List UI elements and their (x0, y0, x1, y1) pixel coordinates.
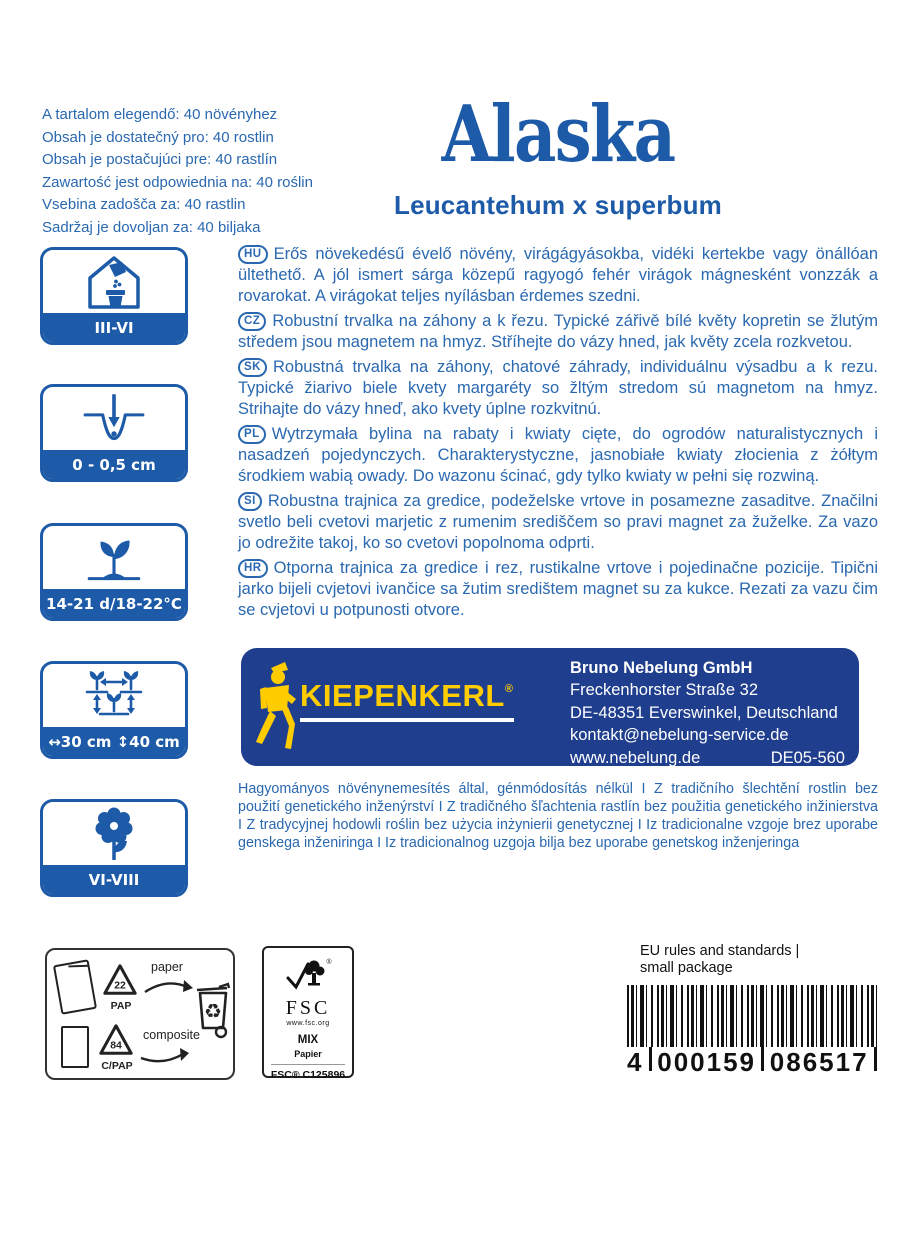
header (238, 89, 878, 221)
description-text: Erős növekedésű évelő növény, virágágyásokba, vidéki kertekbe vagy önállóan ültethető. A jól ismert sárga közepű ragyogó fehér virágok mágnesként vonzzák a rovarokat. A virágokat teljes nyílásban érdemes szedni. (238, 245, 878, 305)
brand-box (241, 648, 859, 766)
quantity-line: A tartalom elegendő: 40 növényhez (42, 106, 278, 123)
waste-bin-icon (193, 978, 233, 1045)
pap-label: PAP (110, 1000, 132, 1012)
quantity-line: Obsah je postačujúci pre: 40 rastlín (42, 151, 278, 169)
language-badge: CZ (238, 312, 266, 331)
descriptions (238, 244, 878, 625)
barcode-guard (649, 1047, 652, 1071)
flowering-label: VI-VIII (43, 865, 185, 894)
product-code: DE05-560 (770, 748, 845, 767)
composite-arrow-icon (139, 1044, 191, 1071)
description-hr (238, 558, 878, 621)
website: www.nebelung.de (570, 748, 701, 767)
fsc-url: www.fsc.org (286, 1020, 330, 1027)
spec-box-sowing-depth (40, 384, 188, 482)
quantity-line: Vsebina zadošča za: 40 rastlin (42, 196, 246, 214)
language-badge: SK (238, 358, 267, 377)
fsc-grade: MIX (297, 1034, 319, 1046)
svg-text:84: 84 (110, 1040, 122, 1052)
description-text: Robustná trvalka na záhony, chatové záhrady, individuálnu výsadbu a k rezu. Typické žiarivo biele kvety margaréty so žltým stredom sú magnetom na hmyz. Strihajte do vázy hneď, ako kvety úplne rozkvitnú. (238, 358, 878, 418)
language-badge: HR (238, 559, 268, 578)
indoor-sowing-icon (43, 250, 185, 313)
language-badge: PL (238, 425, 266, 444)
quantity-line: Obsah je dostatečný pro: 40 rostlin (42, 128, 274, 146)
brand-address (570, 657, 845, 769)
species-name: Leucantehum x superbum (393, 190, 723, 220)
sowing-period-label: III-VI (43, 313, 185, 342)
barcode-bars (627, 985, 877, 1047)
logo-underline (300, 718, 514, 722)
barcode-digit-group: 000159 (657, 1047, 757, 1077)
cpap-recycling-triangle-icon (97, 1022, 137, 1072)
description-si (238, 491, 878, 554)
eu-note-line1: EU rules and standards | (640, 943, 800, 959)
inner-bag-icon (61, 1026, 89, 1068)
spec-box-germination (40, 523, 188, 621)
kiepenkerl-logo: KIEPENKERL® (300, 678, 514, 713)
envelope-icon (53, 959, 97, 1014)
description-text: Robustna trajnica za gredice, podeželske vrtove in posamezne zasaditve. Značilni svetlo beli cvetovi marjetic z rumenim središčem so pravi magnet za žuželke. Za vazo jo odrežite takoj, ko so cvetovi popolnoma odprti. (238, 492, 878, 552)
fsc-license: FSC® C125896 (270, 1069, 346, 1081)
language-badge: HU (238, 245, 268, 264)
description-text: Otporna trajnica za gredice i rez, rustikalne vrtove i pojedinačne pozicije. Tipični jarko bijeli cvjetovi ivančice sa žutim središtem magnet su za kukce. Rezati za vazu čim se cvjetovi u potpunosti otvore. (238, 559, 878, 619)
plant-spacing-icon (43, 664, 185, 727)
germination-label: 14-21 d/18-22°C (43, 589, 185, 618)
pap-recycling-triangle-icon (101, 962, 141, 1012)
cpap-label: C/PAP (101, 1060, 133, 1072)
eu-note-line2: small package (640, 960, 733, 976)
paper-arrow-icon (143, 976, 195, 1003)
svg-text:®: ® (326, 959, 332, 966)
description-cz (238, 311, 878, 353)
language-badge: SI (238, 492, 262, 511)
flowering-period-icon (43, 802, 185, 865)
fsc-tree-icon (264, 956, 352, 999)
description-sk (238, 357, 878, 420)
quantity-line: Zawartość jest odpowiednia na: 40 roślin (42, 173, 313, 191)
spec-box-spacing (40, 661, 188, 759)
barcode-number (627, 1047, 877, 1078)
variety-name: Alaska (441, 89, 675, 180)
description-text: Robustní trvalka na záhony a k řezu. Typické zářivě bílé květy kopretin se žlutým středem jsou magnetem na hmyz. Stříhejte do vázy hned, jak květy zcela rozkvetou. (238, 312, 878, 351)
quantity-line: Sadržaj je dovoljan za: 40 biljaka (42, 218, 261, 236)
description-pl (238, 424, 878, 487)
barcode-digit-group: 086517 (769, 1047, 869, 1077)
recycle-symbol: ♻ (204, 999, 222, 1023)
email: kontakt@nebelung-service.de (570, 726, 789, 745)
barcode-digit-lead: 4 (627, 1047, 644, 1077)
sowing-depth-icon (43, 387, 185, 450)
street: Freckenhorster Straße 32 (570, 681, 758, 700)
fsc-label-box (262, 946, 354, 1081)
fsc-material: Papier (294, 1049, 322, 1059)
svg-text:22: 22 (114, 980, 126, 992)
germination-icon (43, 526, 185, 589)
barcode-guard (874, 1047, 877, 1071)
recycling-info-box (45, 948, 235, 1080)
barcode (627, 985, 877, 1078)
spacing-label: ↔30 cm ↕40 cm (43, 727, 185, 756)
city: DE-48351 Everswinkel, Deutschland (570, 703, 838, 722)
breeding-note: Hagyományos növénynemesítés által, génmódosítás nélkül I Z tradičního šlechtění rostlin bez použití genetického inženýrství I Z tradičného šľachtenia rastlín bez použitia genetického inžinierstva I Z tradycyjnej hodowli roślin bez użycia inżynierii genetycznej I Iz tradicionalne vzgoje brez uporabe genskega inženiringa I Iz tradicionalnog uzgoja bilja bez uporabe genetskog inženjeringa (238, 781, 878, 851)
kiepenkerl-mascot-icon (255, 658, 301, 759)
fsc-name: FSC (285, 997, 331, 1019)
paper-arrow-label: paper (151, 960, 183, 974)
spec-box-flowering (40, 799, 188, 897)
description-hu (238, 244, 878, 307)
spec-box-sowing-period (40, 247, 188, 345)
sowing-depth-label: 0 - 0,5 cm (43, 450, 185, 479)
company-name: Bruno Nebelung GmbH (570, 659, 753, 677)
registered-mark: ® (504, 683, 514, 695)
barcode-guard (761, 1047, 764, 1071)
description-text: Wytrzymała bylina na rabaty i kwiaty cięte, do ogrodów naturalistycznych i nasadzeń pojedynczych. Charakterystyczne, jasnobiałe kwiaty złocienia z żółtym środkiem wabią owady. Do wazonu ścinać, gdy tylko kwiaty w pełni się rozwiną. (238, 425, 878, 485)
fsc-divider (271, 1064, 345, 1065)
composite-arrow-label: composite (143, 1028, 200, 1042)
eu-note (640, 943, 799, 977)
